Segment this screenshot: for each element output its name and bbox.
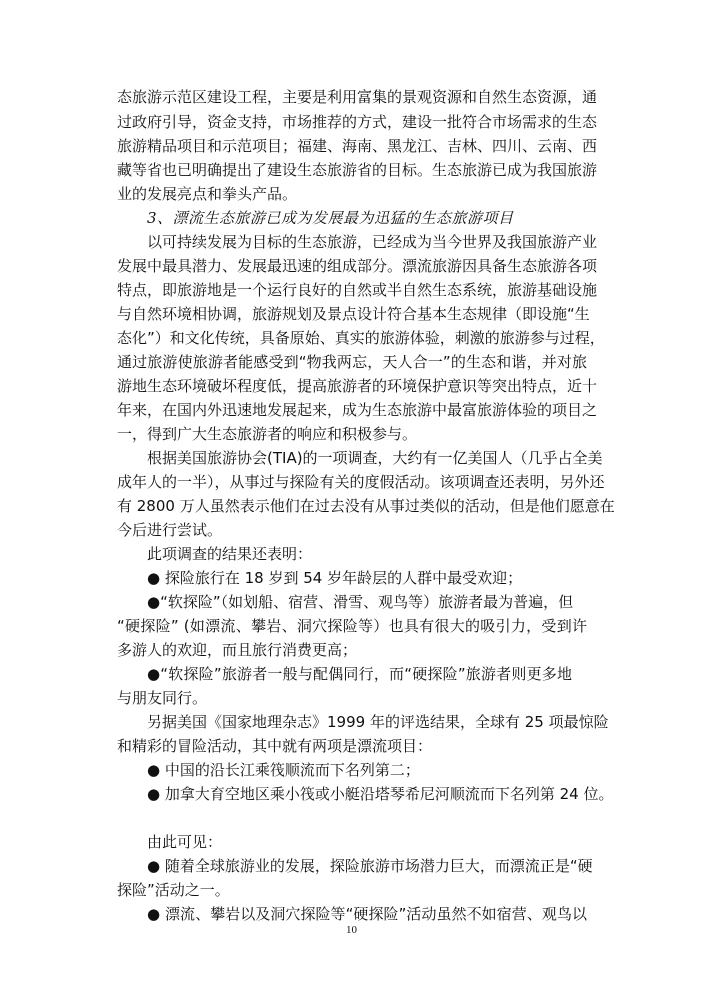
text-line: “硬探险” (如漂流、攀岩、洞穴探险等）也具有很大的吸引力，受到许 xyxy=(117,617,587,635)
text-line: 有 2800 万人虽然表示他们在过去没有从事过类似的活动，但是他们愿意在 xyxy=(117,497,615,515)
text-line: 年来，在国内外迅速地发展起来，成为生态旅游中最富旅游体验的项目之 xyxy=(117,401,598,419)
bullet-item: ● 加拿大育空地区乘小筏或小艇沿塔琴希尼河顺流而下名列第 24 位。 xyxy=(147,785,614,803)
text-line: 过政府引导，资金支持，市场推荐的方式，建设一批符合市场需求的生态 xyxy=(117,113,598,131)
text-line: 发展中最具潜力、发展最迅速的组成部分。漂流旅游因具备生态旅游各项 xyxy=(117,257,598,275)
text-line: 态旅游示范区建设工程，主要是利用富集的景观资源和自然生态资源，通 xyxy=(117,88,598,106)
bullet-item: ● 漂流、攀岩以及洞穴探险等“硬探险”活动虽然不如宿营、观鸟以 xyxy=(147,905,587,923)
text-line: 特点，即旅游地是一个运行良好的自然或半自然生态系统，旅游基础设施 xyxy=(117,281,598,299)
text-line: 以可持续发展为目标的生态旅游，已经成为当今世界及我国旅游产业 xyxy=(147,233,598,251)
section-heading: 3、漂流生态旅游已成为发展最为迅猛的生态旅游项目 xyxy=(147,209,514,227)
text-line: 与朋友同行。 xyxy=(117,689,208,707)
text-line: 游地生态环境破坏程度低，提高旅游者的环境保护意识等突出特点，近十 xyxy=(117,377,598,395)
text-line: 业的发展亮点和拳头产品。 xyxy=(117,185,298,203)
bullet-item: ● 探险旅行在 18 岁到 54 岁年龄层的人群中最受欢迎； xyxy=(147,569,523,587)
text-line: 探险”活动之一。 xyxy=(117,881,230,899)
bullet-item: ● 随着全球旅游业的发展，探险旅游市场潜力巨大，而漂流正是“硬 xyxy=(147,857,593,875)
text-line: 多游人的欢迎，而且旅行消费更高； xyxy=(117,641,358,659)
text-line: 和精彩的冒险活动，其中就有两项是漂流项目： xyxy=(117,737,433,755)
text-line: 此项调查的结果还表明： xyxy=(147,545,313,563)
bullet-item: ●“软探险”旅游者一般与配偶同行，而“硬探险”旅游者则更多地 xyxy=(147,665,572,683)
text-line: 藏等省也已明确提出了建设生态旅游省的目标。生态旅游已成为我国旅游 xyxy=(117,161,598,179)
text-line: 通过旅游使旅游者能感受到“物我两忘，天人合一”的生态和谐，并对旅 xyxy=(117,353,587,371)
text-line: 根据美国旅游协会(TIA)的一项调查，大约有一亿美国人（几乎占全美 xyxy=(147,449,603,467)
text-line: 另据美国《国家地理杂志》1999 年的评选结果，全球有 25 项最惊险 xyxy=(147,713,609,731)
text-line: 一，得到广大生态旅游者的响应和积极参与。 xyxy=(117,425,418,443)
text-line: 由此可见： xyxy=(147,833,223,851)
text-line: 旅游精品项目和示范项目；福建、海南、黑龙江、吉林、四川、云南、西 xyxy=(117,137,598,155)
text-line: 与自然环境相协调，旅游规划及景点设计符合基本生态规律（即设施“生 xyxy=(117,305,590,323)
text-line: 成年人的一半），从事过与探险有关的度假活动。该项调查还表明，另外还 xyxy=(117,473,605,491)
blank-line xyxy=(147,806,617,830)
page-number: 10 xyxy=(346,924,357,936)
text-line: 今后进行尝试。 xyxy=(117,521,223,539)
bullet-item: ●“软探险”（如划船、宿营、滑雪、观鸟等）旅游者最为普遍，但 xyxy=(147,593,574,611)
bullet-item: ● 中国的沿长江乘筏顺流而下名列第二； xyxy=(147,761,420,779)
text-line: 态化”）和文化传统，具备原始、真实的旅游体验，刺激的旅游参与过程， xyxy=(117,329,605,347)
